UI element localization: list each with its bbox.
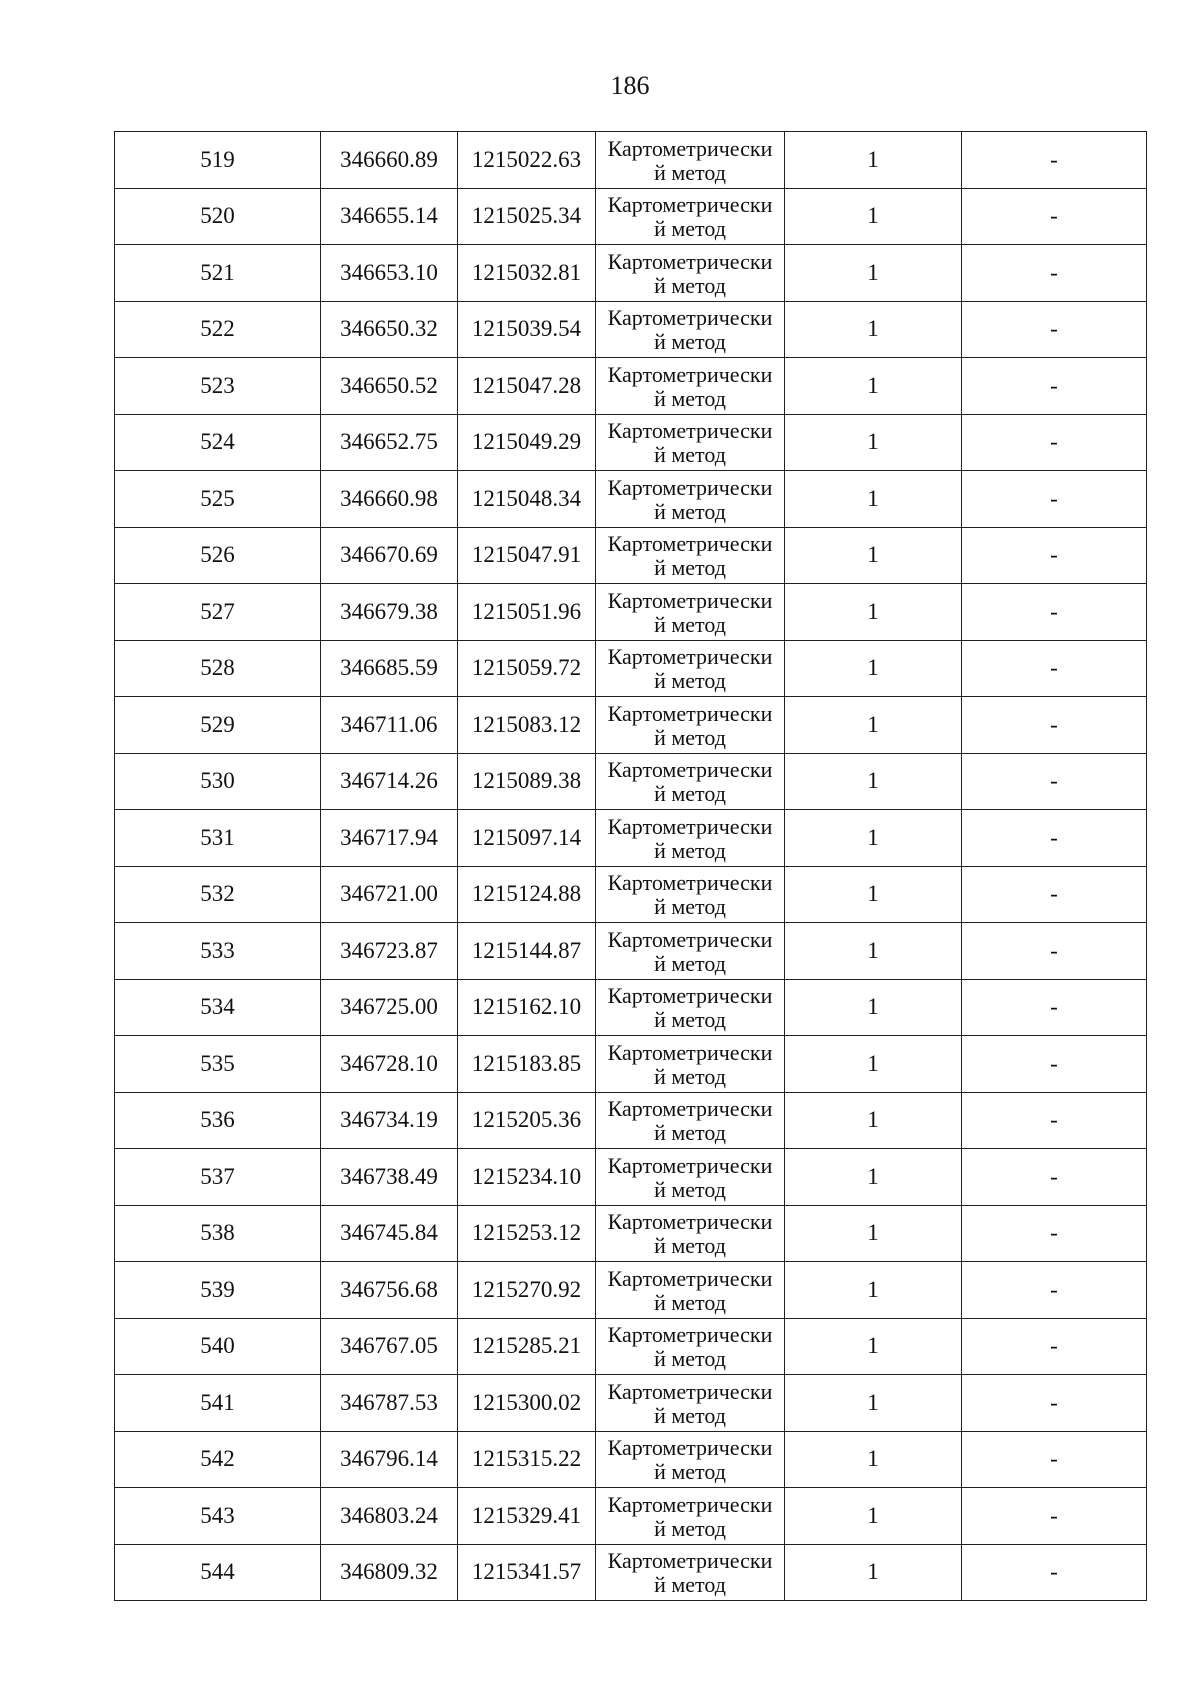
table-row (115, 1431, 1147, 1488)
point-number-cell: 539 (115, 1262, 321, 1319)
y-coordinate-cell: 1215300.02 (458, 1375, 596, 1432)
method-line-2: й метод (654, 498, 726, 524)
x-coordinate-cell: 346711.06 (321, 697, 458, 754)
accuracy-cell: 1 (785, 923, 962, 980)
method-line-1: Картометрически (607, 983, 773, 1009)
coordinates-table (114, 131, 1147, 1601)
point-number-cell: 530 (115, 753, 321, 810)
x-coordinate-cell: 346728.10 (321, 1036, 458, 1093)
method-cell (596, 301, 785, 358)
x-coordinate-cell: 346650.32 (321, 301, 458, 358)
x-coordinate-cell: 346650.52 (321, 358, 458, 415)
point-number-cell: 529 (115, 697, 321, 754)
method-cell (596, 1262, 785, 1319)
method-cell (596, 640, 785, 697)
method-line-2: й метод (654, 385, 726, 411)
accuracy-cell: 1 (785, 1036, 962, 1093)
y-coordinate-cell: 1215025.34 (458, 188, 596, 245)
accuracy-cell: 1 (785, 1092, 962, 1149)
method-line-2: й метод (654, 216, 726, 242)
y-coordinate-cell: 1215032.81 (458, 245, 596, 302)
method-cell (596, 1375, 785, 1432)
method-cell (596, 697, 785, 754)
note-cell: - (962, 810, 1147, 867)
note-cell: - (962, 188, 1147, 245)
method-cell (596, 866, 785, 923)
table-row (115, 1544, 1147, 1601)
accuracy-cell: 1 (785, 584, 962, 641)
y-coordinate-cell: 1215048.34 (458, 471, 596, 528)
y-coordinate-cell: 1215124.88 (458, 866, 596, 923)
table-row (115, 301, 1147, 358)
y-coordinate-cell: 1215083.12 (458, 697, 596, 754)
method-line-2: й метод (654, 1515, 726, 1541)
method-line-1: Картометрически (607, 926, 773, 952)
method-line-2: й метод (654, 1063, 726, 1089)
accuracy-cell: 1 (785, 1431, 962, 1488)
method-cell (596, 979, 785, 1036)
accuracy-cell: 1 (785, 1544, 962, 1601)
y-coordinate-cell: 1215162.10 (458, 979, 596, 1036)
note-cell: - (962, 584, 1147, 641)
method-line-1: Картометрически (607, 813, 773, 839)
x-coordinate-cell: 346660.98 (321, 471, 458, 528)
point-number-cell: 528 (115, 640, 321, 697)
method-cell (596, 1092, 785, 1149)
method-line-2: й метод (654, 611, 726, 637)
note-cell: - (962, 414, 1147, 471)
point-number-cell: 541 (115, 1375, 321, 1432)
point-number-cell: 523 (115, 358, 321, 415)
table-row (115, 1036, 1147, 1093)
table-row (115, 414, 1147, 471)
method-line-1: Картометрически (607, 192, 773, 218)
table-row (115, 1149, 1147, 1206)
x-coordinate-cell: 346738.49 (321, 1149, 458, 1206)
method-cell (596, 810, 785, 867)
note-cell: - (962, 640, 1147, 697)
method-line-2: й метод (654, 837, 726, 863)
table-row (115, 640, 1147, 697)
point-number-cell: 520 (115, 188, 321, 245)
method-line-2: й метод (654, 1572, 726, 1598)
table-row (115, 1375, 1147, 1432)
method-cell (596, 1544, 785, 1601)
method-line-1: Картометрически (607, 361, 773, 387)
note-cell: - (962, 1205, 1147, 1262)
method-line-1: Картометрически (607, 1039, 773, 1065)
method-line-1: Картометрически (607, 1378, 773, 1404)
method-line-1: Картометрически (607, 248, 773, 274)
page-number: 186 (610, 71, 650, 100)
note-cell: - (962, 697, 1147, 754)
method-cell (596, 245, 785, 302)
table-row (115, 471, 1147, 528)
accuracy-cell: 1 (785, 810, 962, 867)
note-cell: - (962, 979, 1147, 1036)
x-coordinate-cell: 346721.00 (321, 866, 458, 923)
x-coordinate-cell: 346660.89 (321, 132, 458, 189)
x-coordinate-cell: 346809.32 (321, 1544, 458, 1601)
accuracy-cell: 1 (785, 245, 962, 302)
table-row (115, 1262, 1147, 1319)
y-coordinate-cell: 1215047.28 (458, 358, 596, 415)
point-number-cell: 542 (115, 1431, 321, 1488)
table-row (115, 979, 1147, 1036)
coordinates-table-body (115, 132, 1147, 1601)
method-line-1: Картометрически (607, 305, 773, 331)
x-coordinate-cell: 346685.59 (321, 640, 458, 697)
method-line-1: Картометрически (607, 1152, 773, 1178)
note-cell: - (962, 1036, 1147, 1093)
method-line-1: Картометрически (607, 1491, 773, 1517)
note-cell: - (962, 1262, 1147, 1319)
method-line-2: й метод (654, 1120, 726, 1146)
method-line-2: й метод (654, 1402, 726, 1428)
method-line-1: Картометрически (607, 474, 773, 500)
accuracy-cell: 1 (785, 1318, 962, 1375)
y-coordinate-cell: 1215270.92 (458, 1262, 596, 1319)
table-row (115, 584, 1147, 641)
method-cell (596, 188, 785, 245)
point-number-cell: 527 (115, 584, 321, 641)
x-coordinate-cell: 346796.14 (321, 1431, 458, 1488)
y-coordinate-cell: 1215183.85 (458, 1036, 596, 1093)
accuracy-cell: 1 (785, 697, 962, 754)
method-line-1: Картометрически (607, 1548, 773, 1574)
method-line-1: Картометрически (607, 644, 773, 670)
point-number-cell: 524 (115, 414, 321, 471)
point-number-cell: 525 (115, 471, 321, 528)
point-number-cell: 534 (115, 979, 321, 1036)
note-cell: - (962, 1092, 1147, 1149)
method-line-1: Картометрически (607, 700, 773, 726)
point-number-cell: 538 (115, 1205, 321, 1262)
y-coordinate-cell: 1215049.29 (458, 414, 596, 471)
y-coordinate-cell: 1215329.41 (458, 1488, 596, 1545)
x-coordinate-cell: 346717.94 (321, 810, 458, 867)
accuracy-cell: 1 (785, 414, 962, 471)
note-cell: - (962, 132, 1147, 189)
x-coordinate-cell: 346714.26 (321, 753, 458, 810)
accuracy-cell: 1 (785, 640, 962, 697)
method-cell (596, 1205, 785, 1262)
table-row (115, 188, 1147, 245)
note-cell: - (962, 1488, 1147, 1545)
y-coordinate-cell: 1215253.12 (458, 1205, 596, 1262)
point-number-cell: 537 (115, 1149, 321, 1206)
accuracy-cell: 1 (785, 1262, 962, 1319)
accuracy-cell: 1 (785, 471, 962, 528)
point-number-cell: 536 (115, 1092, 321, 1149)
method-line-2: й метод (654, 781, 726, 807)
table-row (115, 245, 1147, 302)
method-line-2: й метод (654, 1007, 726, 1033)
x-coordinate-cell: 346734.19 (321, 1092, 458, 1149)
table-row (115, 1092, 1147, 1149)
point-number-cell: 522 (115, 301, 321, 358)
accuracy-cell: 1 (785, 301, 962, 358)
note-cell: - (962, 527, 1147, 584)
y-coordinate-cell: 1215341.57 (458, 1544, 596, 1601)
accuracy-cell: 1 (785, 1205, 962, 1262)
method-line-1: Картометрически (607, 418, 773, 444)
method-line-1: Картометрически (607, 1265, 773, 1291)
method-line-2: й метод (654, 1459, 726, 1485)
accuracy-cell: 1 (785, 866, 962, 923)
method-line-2: й метод (654, 1176, 726, 1202)
method-line-2: й метод (654, 1346, 726, 1372)
y-coordinate-cell: 1215205.36 (458, 1092, 596, 1149)
point-number-cell: 543 (115, 1488, 321, 1545)
accuracy-cell: 1 (785, 358, 962, 415)
method-cell (596, 527, 785, 584)
point-number-cell: 526 (115, 527, 321, 584)
y-coordinate-cell: 1215315.22 (458, 1431, 596, 1488)
note-cell: - (962, 358, 1147, 415)
y-coordinate-cell: 1215285.21 (458, 1318, 596, 1375)
table-row (115, 753, 1147, 810)
method-line-2: й метод (654, 894, 726, 920)
method-line-2: й метод (654, 668, 726, 694)
table-row (115, 1488, 1147, 1545)
point-number-cell: 519 (115, 132, 321, 189)
y-coordinate-cell: 1215059.72 (458, 640, 596, 697)
table-row (115, 358, 1147, 415)
note-cell: - (962, 753, 1147, 810)
method-line-1: Картометрически (607, 1096, 773, 1122)
x-coordinate-cell: 346723.87 (321, 923, 458, 980)
y-coordinate-cell: 1215089.38 (458, 753, 596, 810)
method-cell (596, 923, 785, 980)
point-number-cell: 535 (115, 1036, 321, 1093)
method-line-2: й метод (654, 442, 726, 468)
method-cell (596, 1149, 785, 1206)
y-coordinate-cell: 1215047.91 (458, 527, 596, 584)
method-line-2: й метод (654, 272, 726, 298)
y-coordinate-cell: 1215144.87 (458, 923, 596, 980)
table-row (115, 810, 1147, 867)
x-coordinate-cell: 346756.68 (321, 1262, 458, 1319)
y-coordinate-cell: 1215022.63 (458, 132, 596, 189)
method-cell (596, 471, 785, 528)
table-row (115, 866, 1147, 923)
method-cell (596, 1318, 785, 1375)
method-cell (596, 1036, 785, 1093)
method-line-1: Картометрически (607, 587, 773, 613)
method-line-2: й метод (654, 159, 726, 185)
accuracy-cell: 1 (785, 132, 962, 189)
accuracy-cell: 1 (785, 1375, 962, 1432)
accuracy-cell: 1 (785, 979, 962, 1036)
table-row (115, 1205, 1147, 1262)
y-coordinate-cell: 1215039.54 (458, 301, 596, 358)
note-cell: - (962, 866, 1147, 923)
method-line-1: Картометрически (607, 1322, 773, 1348)
method-cell (596, 1488, 785, 1545)
note-cell: - (962, 245, 1147, 302)
method-cell (596, 414, 785, 471)
accuracy-cell: 1 (785, 188, 962, 245)
note-cell: - (962, 1375, 1147, 1432)
method-line-1: Картометрически (607, 870, 773, 896)
x-coordinate-cell: 346655.14 (321, 188, 458, 245)
note-cell: - (962, 923, 1147, 980)
point-number-cell: 532 (115, 866, 321, 923)
y-coordinate-cell: 1215234.10 (458, 1149, 596, 1206)
method-cell (596, 132, 785, 189)
method-line-2: й метод (654, 1233, 726, 1259)
method-line-1: Картометрически (607, 135, 773, 161)
method-cell (596, 358, 785, 415)
accuracy-cell: 1 (785, 753, 962, 810)
x-coordinate-cell: 346652.75 (321, 414, 458, 471)
x-coordinate-cell: 346653.10 (321, 245, 458, 302)
method-line-1: Картометрически (607, 1435, 773, 1461)
x-coordinate-cell: 346679.38 (321, 584, 458, 641)
method-line-2: й метод (654, 1289, 726, 1315)
method-line-2: й метод (654, 724, 726, 750)
point-number-cell: 544 (115, 1544, 321, 1601)
table-row (115, 923, 1147, 980)
note-cell: - (962, 1149, 1147, 1206)
point-number-cell: 521 (115, 245, 321, 302)
note-cell: - (962, 471, 1147, 528)
accuracy-cell: 1 (785, 1488, 962, 1545)
method-line-2: й метод (654, 329, 726, 355)
table-row (115, 697, 1147, 754)
method-cell (596, 1431, 785, 1488)
x-coordinate-cell: 346725.00 (321, 979, 458, 1036)
method-cell (596, 753, 785, 810)
note-cell: - (962, 301, 1147, 358)
note-cell: - (962, 1431, 1147, 1488)
y-coordinate-cell: 1215097.14 (458, 810, 596, 867)
x-coordinate-cell: 346767.05 (321, 1318, 458, 1375)
note-cell: - (962, 1318, 1147, 1375)
x-coordinate-cell: 346670.69 (321, 527, 458, 584)
method-line-1: Картометрически (607, 531, 773, 557)
point-number-cell: 533 (115, 923, 321, 980)
method-line-1: Картометрически (607, 757, 773, 783)
accuracy-cell: 1 (785, 527, 962, 584)
note-cell: - (962, 1544, 1147, 1601)
y-coordinate-cell: 1215051.96 (458, 584, 596, 641)
method-line-1: Картометрически (607, 1209, 773, 1235)
x-coordinate-cell: 346787.53 (321, 1375, 458, 1432)
table-row (115, 1318, 1147, 1375)
method-line-2: й метод (654, 950, 726, 976)
x-coordinate-cell: 346745.84 (321, 1205, 458, 1262)
table-row (115, 132, 1147, 189)
method-cell (596, 584, 785, 641)
x-coordinate-cell: 346803.24 (321, 1488, 458, 1545)
table-row (115, 527, 1147, 584)
point-number-cell: 540 (115, 1318, 321, 1375)
accuracy-cell: 1 (785, 1149, 962, 1206)
method-line-2: й метод (654, 555, 726, 581)
point-number-cell: 531 (115, 810, 321, 867)
